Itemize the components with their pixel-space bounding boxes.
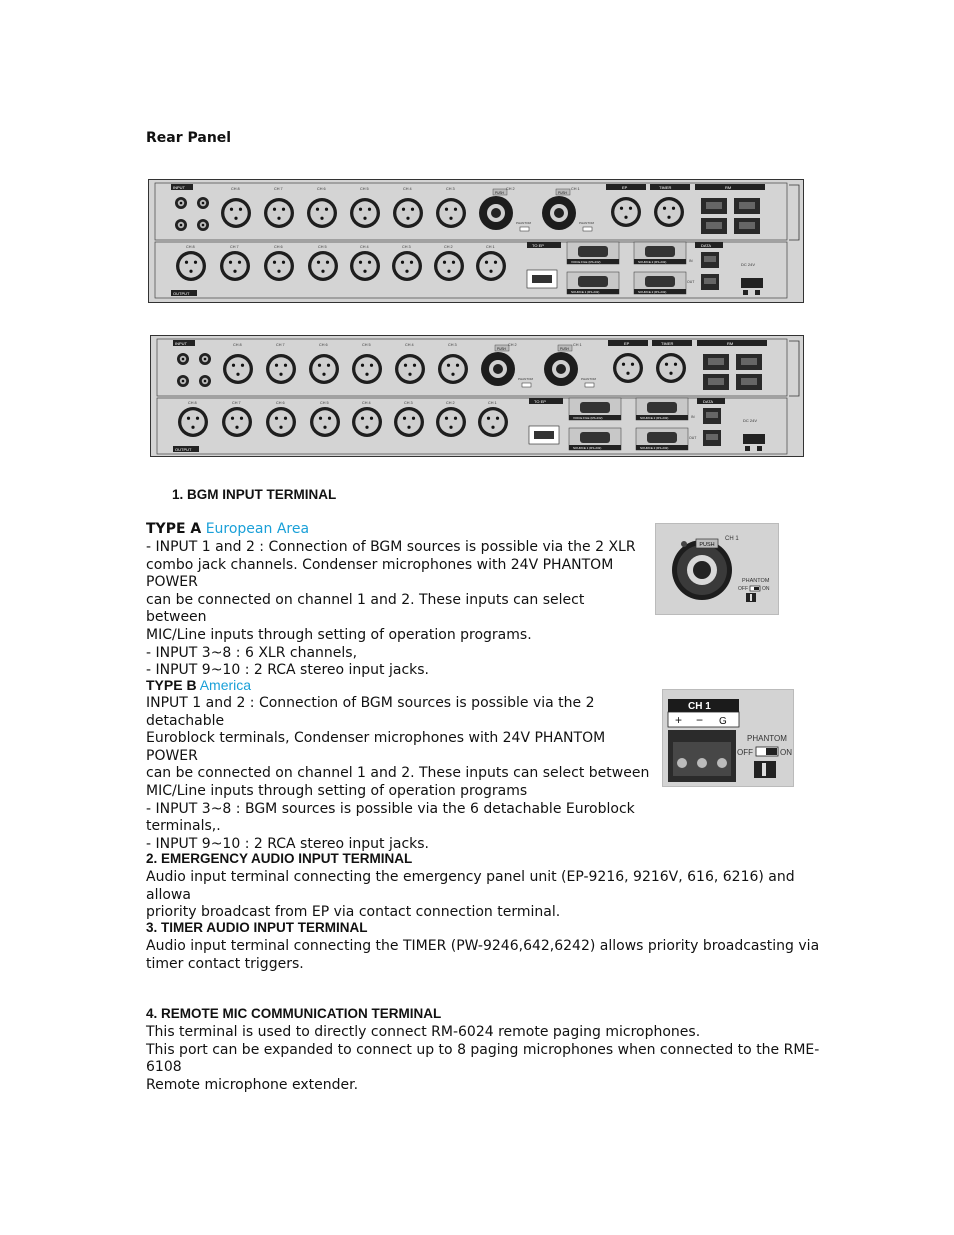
- xlr-pin-icon: [667, 216, 670, 219]
- phantom-label: PHANTOM: [742, 578, 770, 584]
- xlr-pin-icon: [410, 261, 413, 264]
- phantom-label: PHANTOM: [747, 734, 787, 743]
- text-line: Remote microphone extender.: [146, 1076, 359, 1093]
- xlr-pin-icon: [620, 207, 623, 210]
- xlr-pin-icon: [368, 208, 371, 211]
- xlr-pin-icon: [359, 208, 362, 211]
- text-line: MIC/Line inputs through setting of operation programs.: [146, 626, 532, 643]
- type-a-title: [146, 521, 309, 539]
- db9-port-icon: [647, 402, 677, 413]
- xlr-pin-icon: [241, 364, 244, 367]
- xlr-jack-icon: [659, 356, 682, 379]
- rca-jack-icon: [180, 224, 183, 227]
- db9-port-icon: [580, 432, 610, 443]
- xlr-pin-icon: [273, 261, 276, 264]
- channel-label: CH 4: [360, 245, 369, 249]
- rca-jack-icon: [202, 224, 205, 227]
- xlr-jack-icon: [479, 254, 502, 277]
- db9-label: SOURCE 1 (RS-232): [571, 290, 600, 294]
- xlr-jack-icon: [614, 200, 637, 223]
- rear-panel-drawing: [149, 180, 803, 302]
- xlr-pin-icon: [316, 208, 319, 211]
- rj45-port-icon: [706, 202, 722, 209]
- rj45-port-icon: [704, 256, 716, 262]
- xlr-pin-icon: [189, 270, 192, 273]
- xlr-jack-icon: [396, 201, 419, 224]
- text-line: - INPUT 9~10 : 2 RCA stereo input jacks.: [146, 835, 430, 852]
- db9-port-icon: [580, 402, 610, 413]
- dc-terminal-icon: [757, 446, 762, 451]
- rca-jack-icon: [204, 380, 207, 383]
- xlr-pin-icon: [235, 426, 238, 429]
- xlr-pin-icon: [275, 364, 278, 367]
- db9-label: SOURCE 2 (RS-232): [638, 260, 667, 264]
- xlr-pin-icon: [445, 417, 448, 420]
- section-4-body: [146, 1024, 826, 1094]
- xlr-jack-icon: [226, 357, 249, 380]
- xlr-pin-icon: [622, 363, 625, 366]
- xlr-pin-icon: [404, 364, 407, 367]
- db9-label: VOICE FILE (RS-232): [573, 416, 603, 420]
- xlr-jack-icon: [312, 357, 335, 380]
- ep-label: EP: [624, 341, 630, 346]
- xlr-pin-icon: [239, 208, 242, 211]
- rm-label: RM: [727, 341, 734, 346]
- channel-label: CH 5: [360, 187, 369, 191]
- xlr-pin-icon: [317, 261, 320, 264]
- xlr-pin-icon: [279, 373, 282, 376]
- channel-label: CH 2: [446, 401, 455, 405]
- rca-jack-icon: [182, 380, 185, 383]
- channel-label: CH 1: [488, 401, 497, 405]
- rj45-port-icon: [706, 412, 718, 418]
- channel-label: CH 4: [362, 401, 371, 405]
- xlr-pin-icon: [232, 364, 235, 367]
- xlr-jack-icon: [439, 201, 462, 224]
- channel-label: CH 7: [276, 343, 285, 347]
- xlr-pin-icon: [325, 208, 328, 211]
- xlr-pin-icon: [187, 417, 190, 420]
- xlr-pin-icon: [284, 417, 287, 420]
- dc-terminal-icon: [755, 290, 760, 295]
- rca-jack-icon: [204, 358, 207, 361]
- xlr-pin-icon: [491, 426, 494, 429]
- type-a-region: European Area: [205, 521, 310, 537]
- xlr-pin-icon: [370, 364, 373, 367]
- text-line: timer contact triggers.: [146, 955, 304, 972]
- out-label: OUT: [687, 280, 695, 284]
- xlr-pin-icon: [361, 417, 364, 420]
- xlr-jack-icon: [313, 410, 336, 433]
- xlr-pin-icon: [405, 270, 408, 273]
- out-label: OUT: [689, 436, 697, 440]
- xlr-pin-icon: [449, 217, 452, 220]
- off-label: OFF: [738, 586, 748, 592]
- xlr-pin-icon: [408, 373, 411, 376]
- combo-jack-icon: [491, 208, 501, 218]
- text-line: - INPUT 9~10 : 2 RCA stereo input jacks.: [146, 662, 430, 679]
- euroblock-image: [662, 689, 794, 787]
- xlr-pin-icon: [359, 261, 362, 264]
- rear-panel-type-b: [150, 335, 804, 457]
- db9-port-icon: [645, 246, 675, 257]
- channel-label: CH 8: [231, 187, 240, 191]
- text-line: terminals,.: [146, 818, 221, 835]
- text-line: - INPUT 1 and 2 : Connection of BGM sources is possible via the 2 XLR: [146, 539, 636, 555]
- combo-jack-icon: [554, 208, 564, 218]
- text-line: This terminal is used to directly connect RM-6024 remote paging microphones.: [146, 1024, 701, 1040]
- xlr-pin-icon: [674, 363, 677, 366]
- rm-label: RM: [725, 185, 732, 190]
- channel-label: CH 1: [573, 343, 582, 347]
- xlr-jack-icon: [616, 356, 639, 379]
- output-label: OUTPUT: [173, 291, 190, 296]
- db9-label: SOURCE 1 (RS-232): [573, 446, 602, 450]
- xlr-pin-icon: [496, 417, 499, 420]
- text-line: priority broadcast from EP via contact connection terminal.: [146, 904, 561, 921]
- xlr-jack-icon: [310, 201, 333, 224]
- section-1-heading: 1. BGM INPUT TERMINAL: [172, 487, 337, 502]
- channel-label: CH 6: [274, 245, 283, 249]
- xlr-pin-icon: [447, 270, 450, 273]
- rj45-port-icon: [708, 358, 724, 365]
- channel-label: CH 5: [320, 401, 329, 405]
- xlr-pin-icon: [327, 364, 330, 367]
- xlr-jack-icon: [657, 200, 680, 223]
- channel-label: CH 3: [448, 343, 457, 347]
- text-line: INPUT 1 and 2 : Connection of BGM sources is possible via the 2 detachable: [146, 695, 595, 729]
- channel-label: CH 3: [404, 401, 413, 405]
- db9-label: SOURCE 2 (RS-232): [640, 446, 669, 450]
- xlr-pin-icon: [282, 208, 285, 211]
- xlr-jack-icon: [267, 254, 290, 277]
- xlr-pin-icon: [413, 364, 416, 367]
- xlr-pin-icon: [194, 261, 197, 264]
- phantom-label: PHANTOM: [581, 377, 596, 381]
- xlr-pin-icon: [320, 217, 323, 220]
- push-label: PUSH: [497, 347, 506, 351]
- xlr-jack-icon: [179, 254, 202, 277]
- phantom-label: PHANTOM: [518, 377, 533, 381]
- section-2-body: [146, 869, 826, 922]
- combo-jack-image: [655, 523, 779, 615]
- channel-label: CH 2: [444, 245, 453, 249]
- output-label: OUTPUT: [175, 447, 192, 452]
- xlr-pin-icon: [447, 364, 450, 367]
- xlr-pin-icon: [365, 426, 368, 429]
- channel-label: CH 5: [318, 245, 327, 249]
- type-a-label: TYPE A: [146, 521, 202, 537]
- timer-label: TIMER: [659, 185, 672, 190]
- xlr-jack-icon: [481, 410, 504, 433]
- xlr-pin-icon: [626, 372, 629, 375]
- channel-label: CH 7: [232, 401, 241, 405]
- channel-label: CH 2: [506, 187, 515, 191]
- minus-label: −: [696, 713, 704, 727]
- db9-label: SOURCE 2 (RS-232): [640, 416, 669, 420]
- to-ep-label: TO EP: [534, 399, 546, 404]
- rear-panel-type-a: [148, 179, 804, 303]
- on-label: ON: [762, 586, 770, 592]
- xlr-jack-icon: [353, 201, 376, 224]
- db9-port-icon: [647, 432, 677, 443]
- xlr-pin-icon: [452, 261, 455, 264]
- xlr-pin-icon: [407, 426, 410, 429]
- page-heading: Rear Panel: [146, 130, 232, 146]
- xlr-pin-icon: [401, 261, 404, 264]
- push-label: PUSH: [495, 191, 504, 195]
- on-label: ON: [780, 748, 792, 757]
- xlr-pin-icon: [454, 208, 457, 211]
- xlr-pin-icon: [449, 426, 452, 429]
- xlr-pin-icon: [318, 364, 321, 367]
- xlr-pin-icon: [363, 217, 366, 220]
- xlr-pin-icon: [485, 261, 488, 264]
- phantom-switch: [522, 383, 531, 387]
- text-line: can be connected on channel 1 and 2. These inputs can select between: [146, 591, 585, 626]
- xlr-jack-icon: [353, 254, 376, 277]
- channel-label: CH 3: [402, 245, 411, 249]
- xlr-jack-icon: [269, 410, 292, 433]
- db9-port-icon: [578, 246, 608, 257]
- timer-label: TIMER: [661, 341, 674, 346]
- xlr-pin-icon: [629, 207, 632, 210]
- channel-label: CH 6: [317, 187, 326, 191]
- type-b-title: [146, 677, 251, 695]
- xlr-pin-icon: [451, 373, 454, 376]
- xlr-pin-icon: [402, 208, 405, 211]
- ep-label: EP: [622, 185, 628, 190]
- xlr-jack-icon: [355, 357, 378, 380]
- dc-terminal-icon: [741, 278, 763, 288]
- xlr-pin-icon: [365, 373, 368, 376]
- xlr-jack-icon: [395, 254, 418, 277]
- xlr-jack-icon: [398, 357, 421, 380]
- in-label: IN: [691, 415, 695, 419]
- xlr-pin-icon: [669, 372, 672, 375]
- dc-terminal-icon: [743, 290, 748, 295]
- xlr-pin-icon: [454, 417, 457, 420]
- text-line: This port can be expanded to connect up to 8 paging microphones when connected to the RME-6108: [146, 1041, 820, 1076]
- rj45-port-icon: [741, 358, 757, 365]
- rca-jack-icon: [182, 358, 185, 361]
- section-3-body: [146, 938, 826, 973]
- channel-label: CH 3: [446, 187, 455, 191]
- data-label: DATA: [701, 243, 712, 248]
- xlr-jack-icon: [441, 357, 464, 380]
- phantom-label: PHANTOM: [516, 221, 531, 225]
- xlr-jack-icon: [311, 254, 334, 277]
- combo-jack-icon: [556, 364, 566, 374]
- xlr-pin-icon: [191, 426, 194, 429]
- type-b-region: America: [199, 677, 252, 693]
- section-4-heading: 4. REMOTE MIC COMMUNICATION TERMINAL: [146, 1006, 442, 1021]
- dc-terminal-icon: [743, 434, 765, 444]
- rj45-port-icon: [739, 222, 755, 229]
- channel-label: CH 1: [725, 536, 739, 542]
- channel-label: CH 7: [230, 245, 239, 249]
- channel-label: CH 8: [186, 245, 195, 249]
- xlr-pin-icon: [279, 426, 282, 429]
- push-label: PUSH: [560, 347, 569, 351]
- xlr-pin-icon: [240, 417, 243, 420]
- xlr-jack-icon: [267, 201, 290, 224]
- to-ep-connector: [534, 431, 554, 439]
- xlr-jack-icon: [181, 410, 204, 433]
- xlr-pin-icon: [631, 363, 634, 366]
- xlr-pin-icon: [321, 270, 324, 273]
- xlr-pin-icon: [411, 208, 414, 211]
- xlr-pin-icon: [494, 261, 497, 264]
- xlr-pin-icon: [196, 417, 199, 420]
- xlr-pin-icon: [443, 261, 446, 264]
- text-line: - INPUT 3~8 : BGM sources is possible via the 6 detachable Euroblock: [146, 800, 635, 817]
- xlr-pin-icon: [363, 270, 366, 273]
- db9-label: VOICE FILE (RS-232): [571, 260, 601, 264]
- xlr-pin-icon: [370, 417, 373, 420]
- channel-label: CH 6: [319, 343, 328, 347]
- db9-port-icon: [578, 276, 608, 287]
- xlr-jack-icon: [223, 254, 246, 277]
- channel-label: CH 8: [233, 343, 242, 347]
- xlr-pin-icon: [403, 417, 406, 420]
- text-line: Audio input terminal connecting the emergency panel unit (EP-9216, 9216V, 616, 6216) and allowa: [146, 869, 795, 903]
- channel-label: CH 1: [571, 187, 580, 191]
- xlr-pin-icon: [445, 208, 448, 211]
- channel-label: CH 8: [188, 401, 197, 405]
- in-label: IN: [689, 259, 693, 263]
- phantom-switch: [520, 227, 529, 231]
- text-line: Euroblock terminals, Condenser microphones with 24V PHANTOM POWER: [146, 730, 606, 764]
- rj45-port-icon: [706, 434, 718, 440]
- xlr-pin-icon: [323, 426, 326, 429]
- phantom-switch: [585, 383, 594, 387]
- xlr-jack-icon: [437, 254, 460, 277]
- rj45-port-icon: [704, 278, 716, 284]
- type-b-body: [146, 695, 656, 853]
- xlr-pin-icon: [624, 216, 627, 219]
- dc-terminal-icon: [745, 446, 750, 451]
- off-label: OFF: [737, 748, 753, 757]
- channel-label: CH 7: [274, 187, 283, 191]
- rj45-port-icon: [706, 222, 722, 229]
- combo-jack-icon: [493, 364, 503, 374]
- xlr-pin-icon: [487, 417, 490, 420]
- type-b-label: TYPE B: [146, 677, 197, 693]
- xlr-pin-icon: [489, 270, 492, 273]
- rca-jack-icon: [180, 202, 183, 205]
- xlr-pin-icon: [238, 261, 241, 264]
- xlr-jack-icon: [224, 201, 247, 224]
- dc-label: DC 24V: [741, 262, 756, 267]
- rj45-port-icon: [708, 378, 724, 385]
- xlr-pin-icon: [277, 217, 280, 220]
- xlr-pin-icon: [665, 363, 668, 366]
- push-label: PUSH: [558, 191, 567, 195]
- db9-label: SOURCE 2 (RS-232): [638, 290, 667, 294]
- xlr-pin-icon: [368, 261, 371, 264]
- section-2-heading: 2. EMERGENCY AUDIO INPUT TERMINAL: [146, 851, 413, 866]
- to-ep-connector: [532, 275, 552, 283]
- xlr-pin-icon: [328, 417, 331, 420]
- xlr-pin-icon: [322, 373, 325, 376]
- push-label: PUSH: [699, 542, 715, 548]
- input-label: INPUT: [175, 341, 187, 346]
- plus-label: +: [675, 713, 683, 727]
- xlr-pin-icon: [456, 364, 459, 367]
- channel-label: CH 2: [508, 343, 517, 347]
- channel-label: CH 6: [276, 401, 285, 405]
- xlr-pin-icon: [672, 207, 675, 210]
- xlr-pin-icon: [185, 261, 188, 264]
- rj45-port-icon: [741, 378, 757, 385]
- db9-port-icon: [645, 276, 675, 287]
- xlr-pin-icon: [326, 261, 329, 264]
- channel-label: CH 4: [405, 343, 414, 347]
- xlr-pin-icon: [361, 364, 364, 367]
- rj45-port-icon: [739, 202, 755, 209]
- section-3-heading: 3. TIMER AUDIO INPUT TERMINAL: [146, 920, 368, 935]
- xlr-pin-icon: [275, 417, 278, 420]
- xlr-jack-icon: [397, 410, 420, 433]
- text-line: can be connected on channel 1 and 2. These inputs can select between: [146, 765, 650, 782]
- xlr-pin-icon: [234, 217, 237, 220]
- text-line: - INPUT 3~8 : 6 XLR channels,: [146, 644, 358, 661]
- dc-label: DC 24V: [743, 418, 758, 423]
- xlr-pin-icon: [319, 417, 322, 420]
- ground-label: G: [719, 716, 727, 727]
- xlr-pin-icon: [230, 208, 233, 211]
- phantom-label: PHANTOM: [579, 221, 594, 225]
- text-line: combo jack channels. Condenser microphones with 24V PHANTOM POWER: [146, 556, 614, 591]
- xlr-pin-icon: [406, 217, 409, 220]
- channel-label: CH 5: [362, 343, 371, 347]
- rear-panel-drawing: [151, 336, 803, 456]
- xlr-pin-icon: [273, 208, 276, 211]
- xlr-jack-icon: [355, 410, 378, 433]
- xlr-pin-icon: [231, 417, 234, 420]
- rca-jack-icon: [202, 202, 205, 205]
- phantom-switch: [583, 227, 592, 231]
- xlr-jack-icon: [439, 410, 462, 433]
- channel-label: CH 1: [688, 701, 711, 712]
- xlr-pin-icon: [282, 261, 285, 264]
- data-label: DATA: [703, 399, 714, 404]
- xlr-pin-icon: [412, 417, 415, 420]
- channel-label: CH 1: [486, 245, 495, 249]
- channel-label: CH 4: [403, 187, 412, 191]
- text-line: Audio input terminal connecting the TIMER (PW-9246,642,6242) allows priority broadcasting via: [146, 938, 820, 954]
- xlr-pin-icon: [229, 261, 232, 264]
- xlr-pin-icon: [277, 270, 280, 273]
- xlr-jack-icon: [225, 410, 248, 433]
- xlr-pin-icon: [233, 270, 236, 273]
- xlr-pin-icon: [236, 373, 239, 376]
- type-a-body: [146, 539, 646, 680]
- xlr-pin-icon: [663, 207, 666, 210]
- xlr-pin-icon: [284, 364, 287, 367]
- xlr-jack-icon: [269, 357, 292, 380]
- input-label: INPUT: [173, 185, 185, 190]
- text-line: MIC/Line inputs through setting of operation programs: [146, 782, 528, 799]
- to-ep-label: TO EP: [532, 243, 544, 248]
